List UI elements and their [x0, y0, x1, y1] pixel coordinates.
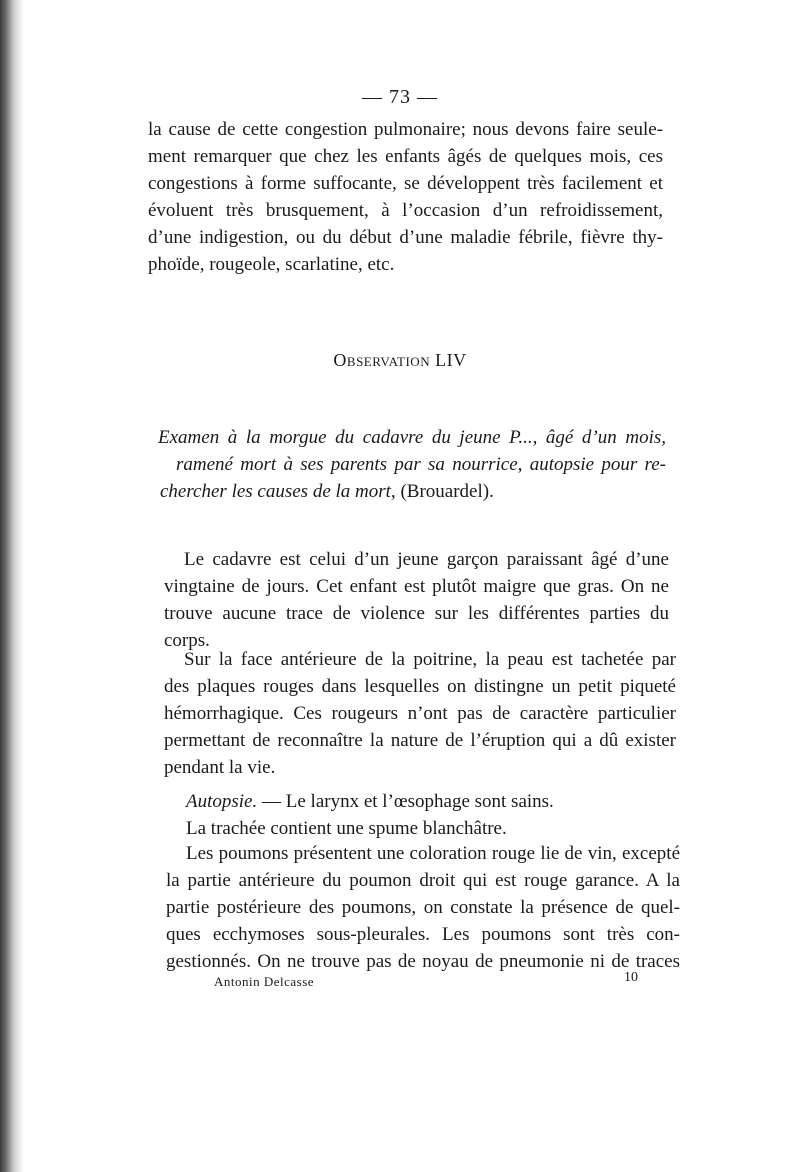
text-line: vingtaine de jours. Cet enfant est plutôt maigre que gras. On ne [164, 576, 669, 597]
case-title-line [158, 478, 666, 505]
paragraph-congestion [148, 116, 663, 278]
case-title-line-text: chercher les causes de la mort, [160, 481, 396, 502]
text-line: la partie antérieure du poumon droit qui est rouge garance. A la [166, 870, 680, 891]
paragraph-cadavre [164, 546, 669, 654]
text-line: d’une indigestion, ou du début d’une maladie fébrile, fièvre thy- [148, 227, 663, 248]
paragraph-autopsie [186, 788, 686, 842]
text-line: corps. [164, 630, 210, 651]
text-line: la cause de cette congestion pulmonaire; nous devons faire seule- [148, 119, 663, 140]
footer-author: Antonin Delcasse [214, 974, 315, 989]
autopsie-label: Autopsie. [186, 791, 258, 812]
text-line: Les poumons présentent une coloration rouge lie de vin, excepté [186, 843, 680, 864]
case-title [158, 424, 666, 505]
paragraph-poitrine [164, 646, 676, 781]
text-line: Sur la face antérieure de la poitrine, la peau est tachetée par [184, 649, 676, 670]
observation-heading: Observation LIV [333, 350, 467, 370]
case-title-line: Examen à la morgue du cadavre du jeune P..., âgé d’un mois, [158, 427, 666, 448]
text-line: hémorrhagique. Ces rougeurs n’ont pas de caractère particulier [164, 703, 676, 724]
text-line: permettant de reconnaître la nature de l’éruption qui a dû exister [164, 730, 676, 751]
trachea-line: La trachée contient une spume blanchâtre. [186, 818, 507, 839]
case-title-author: (Brouardel). [400, 481, 494, 502]
text-line: phoïde, rougeole, scarlatine, etc. [148, 254, 395, 275]
text-line: partie postérieure des poumons, on constate la présence de quel- [166, 897, 680, 918]
page-number: — 73 — [362, 86, 438, 108]
text-line: pendant la vie. [164, 757, 276, 778]
text-line: congestions à forme suffocante, se développent très facilement et [148, 173, 663, 194]
text-line: ques ecchymoses sous-pleurales. Les poumons sont très con- [166, 924, 680, 945]
text-line: des plaques rouges dans lesquelles on distingne un petit piqueté [164, 676, 676, 697]
text-line: gestionnés. On ne trouve pas de noyau de pneumonie ni de traces [166, 951, 680, 972]
autopsie-text: — Le larynx et l’œsophage sont sains. [257, 791, 554, 812]
text-line: trouve aucune trace de violence sur les différentes parties du [164, 603, 669, 624]
autopsie-line [186, 788, 686, 815]
paragraph-poumons [166, 840, 680, 975]
page-edge-shadow [0, 0, 24, 1172]
case-title-line: ramené mort à ses parents par sa nourrice, autopsie pour re- [176, 454, 666, 475]
footer-signature: 10 [624, 970, 638, 985]
text-line: ment remarquer que chez les enfants âgés de quelques mois, ces [148, 146, 663, 167]
text-line: Le cadavre est celui d’un jeune garçon paraissant âgé d’une [184, 549, 669, 570]
text-line: évoluent très brusquement, à l’occasion d’un refroidissement, [148, 200, 663, 221]
